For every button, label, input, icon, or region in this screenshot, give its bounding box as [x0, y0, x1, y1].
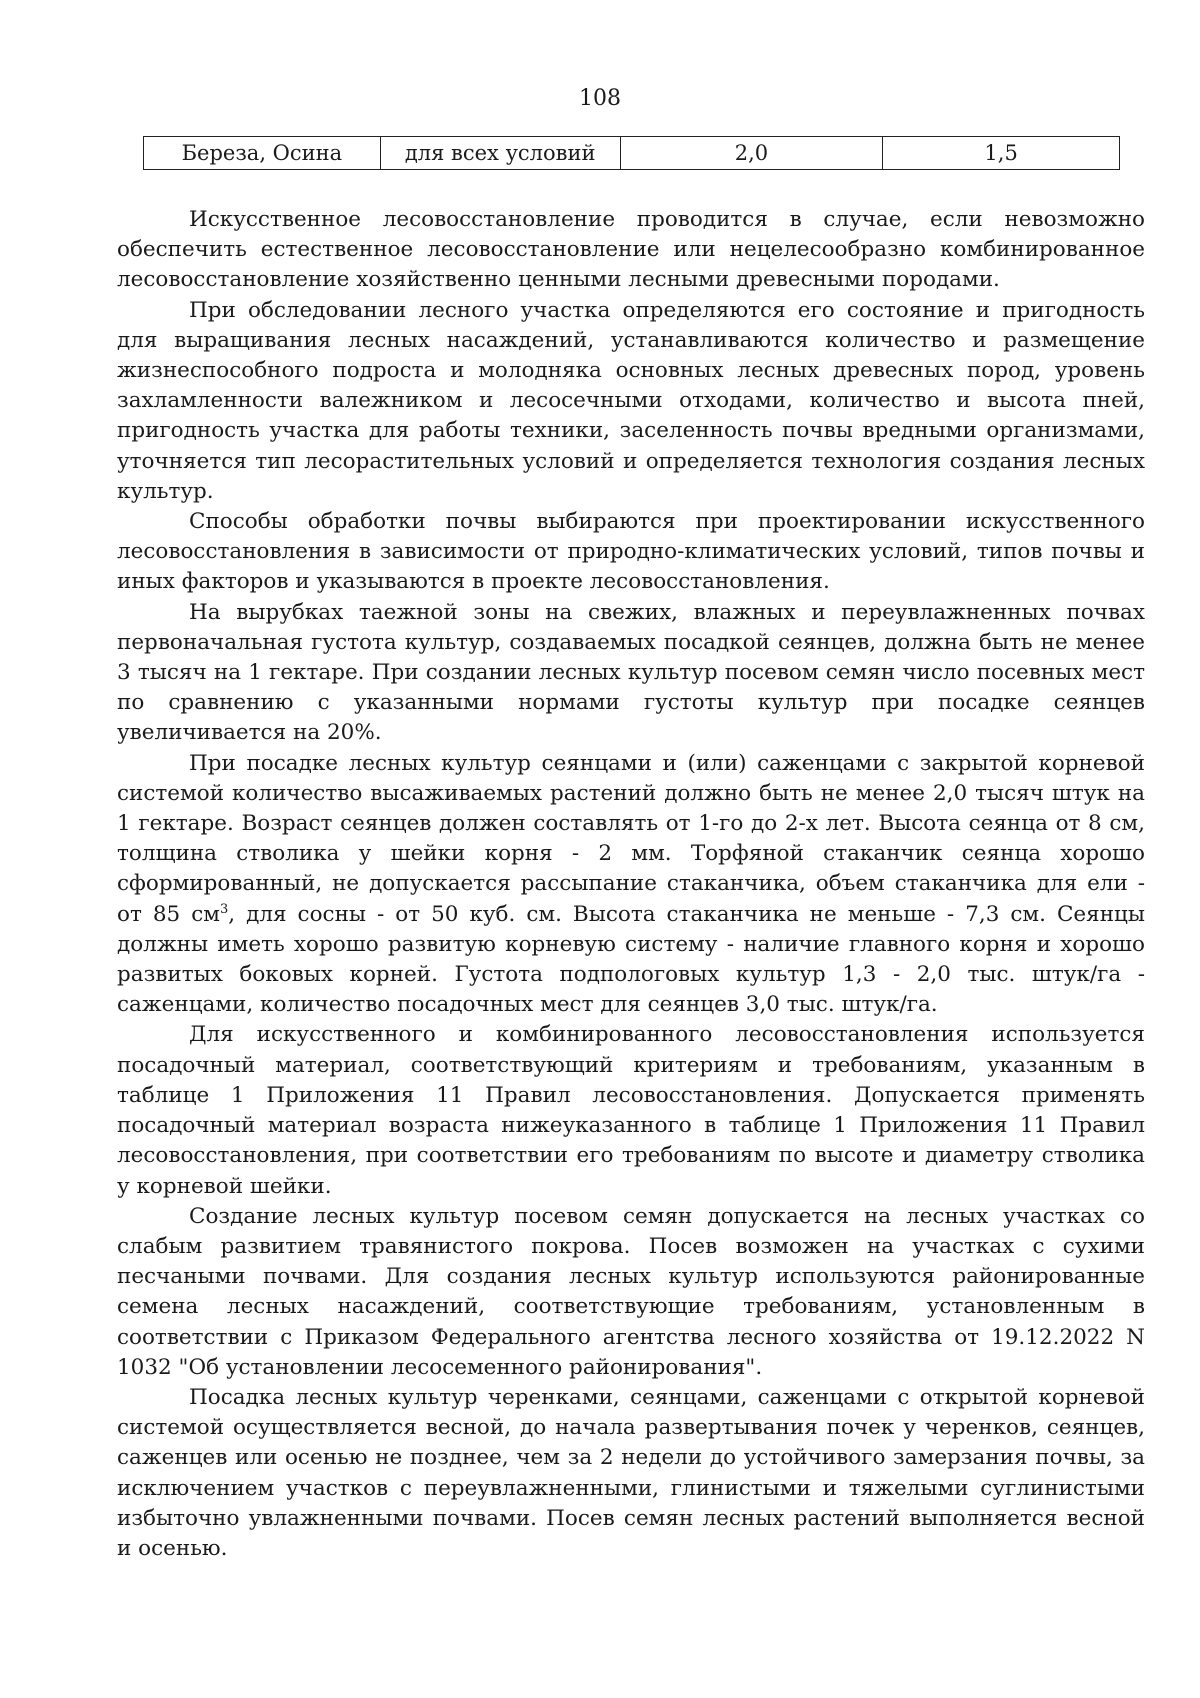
- paragraph: Для искусственного и комбинированного лесовосстановления используется посадочный материал, соответствующий критериям и требованиям, указанным в таблице 1 Приложения 11 Правил лесовосстановления. Допускается применять посадочный материал возраста нижеуказанного в таблице 1 Приложения 11 Правил лесовосстановления, при соответствии его требованиям по высоте и диаметру стволика у корневой шейки.: [117, 1022, 1145, 1199]
- paragraph: На вырубках таежной зоны на свежих, влажных и переувлажненных почвах первоначальная густота культур, создаваемых посадкой сеянцев, должна быть не менее 3 тысяч на 1 гектаре. При создании лесных культур посевом семян число посевных мест по сравнению с указанными нормами густоты культур при посадке сеянцев увеличивается на 20%.: [117, 599, 1145, 746]
- paragraph: Создание лесных культур посевом семян допускается на лесных участках со слабым развитием травянистого покрова. Посев возможен на участках с сухими песчаными почвами. Для создания лесных культур используются районированные семена лесных насаждений, соответствующие требованиям, установленным в соответствии с Приказом Федерального агентства лесного хозяйства от 19.12.2022 N 1032 "Об установлении лесосеменного районирования".: [117, 1203, 1145, 1380]
- body-text: [117, 205, 1145, 1564]
- superscript: 3: [219, 901, 229, 917]
- norms-table-fragment: [143, 136, 1120, 170]
- table-cell-species: Береза, Осина: [144, 137, 381, 170]
- table-row: [144, 137, 1120, 170]
- table-cell-value-2: 1,5: [883, 137, 1120, 170]
- page-number: 108: [579, 86, 621, 111]
- paragraph-text: При посадке лесных культур сеянцами и (или) саженцами с закрытой корневой системой количество высаживаемых растений должно быть не менее 2,0 тысяч штук на 1 гектаре. Возраст сеянцев должен составлять от 1-го до 2-х лет. Высота сеянца от 8 см, толщина стволика у шейки корня - 2 мм. Торфяной стаканчик сеянца хорошо сформированный, не допускается рассыпание стаканчика, объем стаканчика для ели - от 85 см: [117, 750, 1145, 927]
- paragraph: Посадка лесных культур черенками, сеянцами, саженцами с открытой корневой системой осуществляется весной, до начала развертывания почек у черенков, сеянцев, саженцев или осенью не позднее, чем за 2 недели до устойчивого замерзания почвы, за исключением участков с переувлажненными, глинистыми и тяжелыми суглинистыми избыточно увлажненными почвами. Посев семян лесных растений выполняется весной и осенью.: [117, 1384, 1145, 1561]
- paragraph-text: , для сосны - от 50 куб. см. Высота стаканчика не меньше - 7,3 см. Сеянцы должны иметь хорошо развитую корневую систему - наличие главного корня и хорошо развитых боковых корней. Густота подпологовых культур 1,3 - 2,0 тыс. штук/га - саженцами, количество посадочных мест для сеянцев 3,0 тыс. штук/га.: [117, 901, 1145, 1018]
- paragraph: Способы обработки почвы выбираются при проектировании искусственного лесовосстановления в зависимости от природно-климатических условий, типов почвы и иных факторов и указываются в проекте лесовосстановления.: [117, 509, 1145, 595]
- paragraph: [117, 749, 1145, 1021]
- paragraph: Искусственное лесовосстановление проводится в случае, если невозможно обеспечить естественное лесовосстановление или нецелесообразно комбинированное лесовосстановление хозяйственно ценными лесными древесными породами.: [117, 207, 1145, 293]
- paragraph: При обследовании лесного участка определяются его состояние и пригодность для выращивания лесных насаждений, устанавливаются количество и размещение жизнеспособного подроста и молодняка основных лесных древесных пород, уровень захламленности валежником и лесосечными отходами, количество и высота пней, пригодность участка для работы техники, заселенность почвы вредными организмами, уточняется тип лесорастительных условий и определяется технология создания лесных культур.: [117, 297, 1145, 504]
- table-cell-conditions: для всех условий: [380, 137, 620, 170]
- table-cell-value-1: 2,0: [620, 137, 883, 170]
